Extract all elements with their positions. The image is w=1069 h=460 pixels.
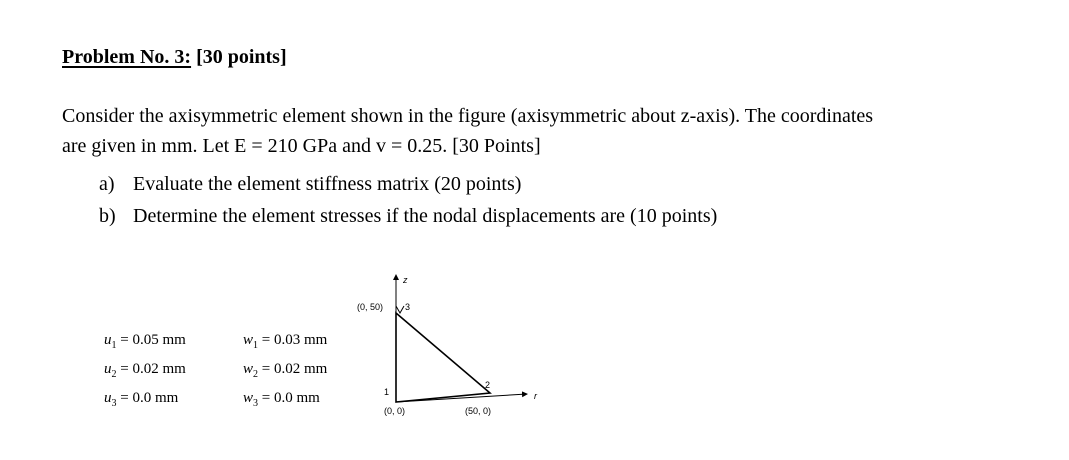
node-2-number: 2 <box>485 380 491 390</box>
part-b-text: Determine the element stresses if the nodal displacements are (10 points) <box>133 205 718 227</box>
u3-sub: 3 <box>111 398 117 409</box>
triangle-element <box>396 313 490 402</box>
node-1-coord: (0, 0) <box>384 406 406 416</box>
u2-value: = 0.02 mm <box>120 361 186 377</box>
node-2-coord: (50, 0) <box>465 406 492 416</box>
u1-sub: 1 <box>111 340 117 351</box>
part-a-text: Evaluate the element stiffness matrix (20 points) <box>133 173 522 195</box>
statement-line-2: are given in mm. Let E = 210 GPa and v = 0.25. [30 Points] <box>62 135 541 157</box>
problem-points: [30 points] <box>196 46 287 68</box>
node-3-marker <box>396 306 404 313</box>
u2-sub: 2 <box>111 369 117 380</box>
statement-line-1: Consider the axisymmetric element shown in the figure (axisymmetric about z-axis). The coordinates <box>62 105 874 127</box>
w3-sub: 3 <box>253 398 259 409</box>
w1-sub: 1 <box>253 340 259 351</box>
part-b-label: b) <box>99 205 116 227</box>
r-axis-label: r <box>534 391 537 401</box>
w3-value: = 0.0 mm <box>261 390 320 406</box>
w2-symbol: w <box>243 361 254 377</box>
u2-symbol: u <box>104 361 112 377</box>
w2-value: = 0.02 mm <box>261 361 328 377</box>
node-3-coord: (0, 50) <box>357 302 384 312</box>
node-3-number: 3 <box>405 302 411 312</box>
z-axis-label: z <box>403 275 408 285</box>
node-1-number: 1 <box>384 387 390 397</box>
w3-symbol: w <box>243 390 254 406</box>
problem-number: Problem No. 3: <box>62 46 192 68</box>
u3-symbol: u <box>104 390 112 406</box>
u1-symbol: u <box>104 332 112 348</box>
w1-value: = 0.03 mm <box>261 332 328 348</box>
u1-value: = 0.05 mm <box>120 332 186 348</box>
w2-sub: 2 <box>253 369 259 380</box>
u3-value: = 0.0 mm <box>120 390 179 406</box>
part-a-label: a) <box>99 173 115 195</box>
w1-symbol: w <box>243 332 254 348</box>
